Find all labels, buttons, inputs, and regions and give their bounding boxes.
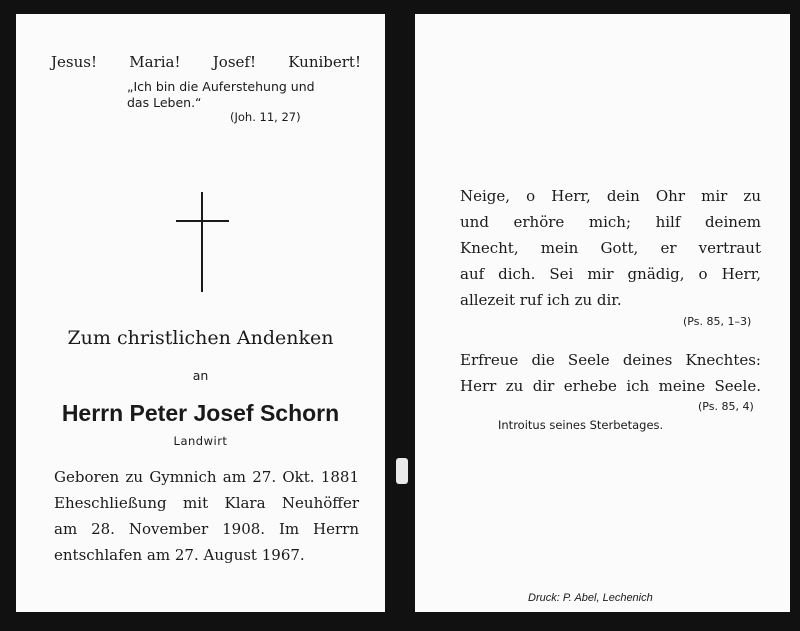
- prayer-line-2: und erhöre mich; hilf deinem: [460, 213, 761, 231]
- an-word: an: [192, 368, 209, 383]
- bio-line-4: entschlafen am 27. August 1967.: [54, 546, 305, 564]
- prayer2-line-1: Erfreue die Seele deines Knechtes:: [460, 351, 761, 369]
- prayer-line-4: auf dich. Sei mir gnädig, o Herr,: [460, 265, 761, 283]
- memorial-heading: Zum christlichen Andenken: [67, 327, 334, 349]
- exclamation-line: [51, 53, 361, 71]
- fold-tear: [396, 458, 408, 484]
- prayer-reference: (Ps. 85, 1–3): [683, 315, 752, 328]
- right-panel: [403, 0, 800, 631]
- bio-line-3: am 28. November 1908. Im Herrn: [54, 520, 359, 538]
- bio-line-1: Geboren zu Gymnich am 27. Okt. 1881: [54, 468, 359, 486]
- printer-credit: Druck: P. Abel, Lechenich: [528, 592, 653, 604]
- prayer2-line-2: Herr zu dir erhebe ich meine Seele.: [460, 377, 761, 395]
- introitus-note: Introitus seines Sterbetages.: [498, 418, 664, 432]
- prayer-line-1: Neige, o Herr, dein Ohr mir zu: [460, 187, 761, 205]
- exclamation-josef: Josef!: [212, 53, 256, 71]
- bio-line-2: Eheschließung mit Klara Neuhöffer: [54, 494, 359, 512]
- right-card-face: [415, 14, 790, 612]
- exclamation-maria: Maria!: [129, 53, 181, 71]
- cross-icon-crossbar: [176, 220, 229, 222]
- prayer2-reference: (Ps. 85, 4): [698, 400, 754, 413]
- exclamation-kunibert: Kunibert!: [288, 53, 361, 71]
- prayer-line-3: Knecht, mein Gott, er vertraut: [460, 239, 761, 257]
- cross-icon: [201, 192, 203, 292]
- exclamation-jesus: Jesus!: [51, 53, 97, 71]
- prayer-line-5: allezeit ruf ich zu dir.: [460, 291, 622, 309]
- occupation: Landwirt: [173, 434, 228, 448]
- left-card-face: [16, 14, 385, 612]
- quote-line-2: das Leben.“: [127, 95, 202, 110]
- deceased-name: Herrn Peter Josef Schorn: [61, 400, 340, 426]
- quote-reference: (Joh. 11, 27): [230, 110, 301, 124]
- quote-line-1: „Ich bin die Auferstehung und: [127, 79, 315, 94]
